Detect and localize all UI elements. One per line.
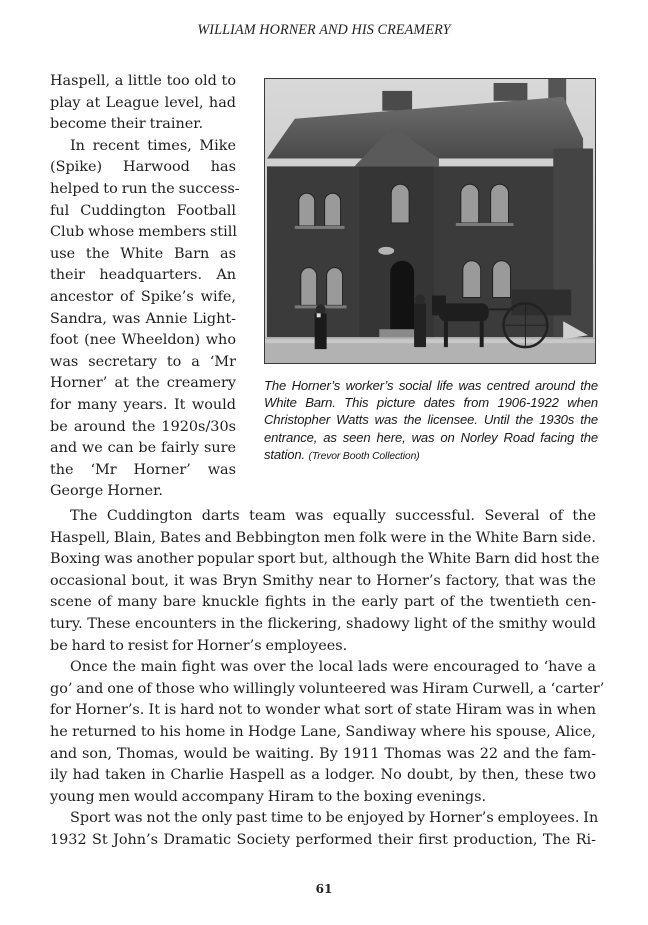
text-line: occasional bout, it was Bryn Smithy near to Horner’s factory, that was the [50, 572, 596, 589]
text-line: young men would accompany Hiram to the boxing evenings. [50, 788, 487, 805]
text-line: 1932 St John’s Dramatic Society performed their first production, The Ri- [50, 831, 596, 848]
text-line: foot (nee Wheeldon) who [50, 332, 236, 349]
text-line: ily had taken in Charlie Haspell as a lodger. No doubt, by then, these two [50, 767, 596, 784]
text-line: scene of many bare knuckle fights in the early part of the twentieth cen- [50, 594, 596, 611]
text-line: for Horner’s. It is hard not to wonder what sort of state Hiram was in when [50, 702, 596, 719]
text-line: Horner’ at the creamery [50, 375, 236, 392]
photo-credit: (Trevor Booth Collection) [308, 450, 420, 462]
figure-caption [264, 377, 598, 465]
text-line: Haspell, a little too old to [50, 73, 236, 89]
text-line: George Horner. [50, 483, 164, 500]
text-line: use the White Barn as [50, 245, 236, 262]
text-line: play at League level, had [50, 94, 236, 111]
text-line: the ‘Mr Horner’ was [50, 461, 236, 478]
text-line: Boxing was another popular sport but, although the White Barn did host the [50, 551, 600, 568]
page-number: 61 [315, 882, 333, 896]
text-line: Sport was not the only past time to be enjoyed by Horner’s employees. In [70, 810, 599, 827]
text-line: be hard to resist for Horner’s employees. [50, 637, 348, 654]
text-line: go’ and one of those who willingly volunteered was Hiram Curwell, a ‘carter’ [50, 680, 605, 697]
text-line: Club whose members still [50, 224, 237, 241]
text-line: ancestor of Spike’s wife, [50, 288, 236, 305]
text-line: Sandra, was Annie Light- [50, 310, 236, 327]
narrow-text-column [50, 71, 240, 503]
text-line: tury. These encounters in the flickering, shadowy light of the smithy would [50, 615, 596, 632]
text-line: he returned to his home in Hodge Lane, Sandiway where his spouse, Alice, [50, 723, 596, 740]
text-line: (Spike) Harwood has [50, 159, 236, 176]
text-line: was secretary to a ‘Mr [50, 353, 236, 370]
full-width-text [50, 506, 605, 852]
text-line: Haspell, Blain, Bates and Bebbington men folk were in the White Barn side. [50, 529, 596, 546]
running-head: WILLIAM HORNER AND HIS CREAMERY [197, 22, 451, 38]
building-photo-icon [265, 79, 595, 363]
caption-text: The Horner’s worker’s social life was centred around the White Barn. This picture dates from 1906-1922 when Christopher Watts was the licensee. Until the 1930s the entrance, as seen here, was on Norley Road facing the station. [264, 378, 598, 462]
text-line: and we can be fairly sure [50, 440, 236, 457]
text-line: helped to run the success- [50, 180, 240, 197]
text-line: their headquarters. An [50, 267, 236, 284]
text-line: and son, Thomas, would be waiting. By 1911 Thomas was 22 and the fam- [50, 745, 596, 762]
text-line: ful Cuddington Football [50, 202, 236, 219]
text-line: be around the 1920s/30s [50, 418, 236, 435]
text-line: become their trainer. [50, 116, 204, 133]
white-barn-photograph [264, 78, 596, 364]
text-line: In recent times, Mike [70, 137, 236, 154]
text-line: Once the main fight was over the local lads were encouraged to ‘have a [70, 659, 596, 676]
text-line: for many years. It would [50, 396, 236, 413]
text-line: The Cuddington darts team was equally successful. Several of the [70, 508, 596, 524]
